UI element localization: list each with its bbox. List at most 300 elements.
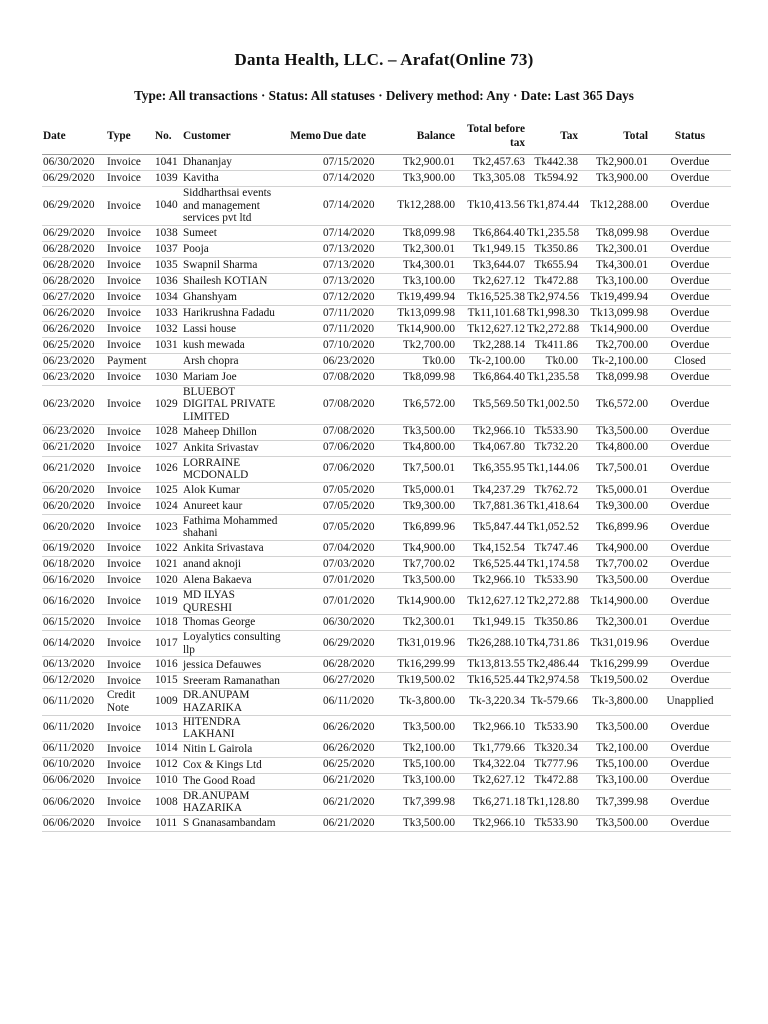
cell-status: Overdue	[649, 773, 731, 789]
cell-no: 1025	[154, 482, 182, 498]
cell-total: Tk3,900.00	[579, 171, 649, 187]
table-row[interactable]	[42, 424, 731, 440]
cell-balance: Tk5,000.01	[386, 482, 456, 498]
cell-tax: Tk747.46	[526, 540, 579, 556]
table-row[interactable]	[42, 657, 731, 673]
cell-status: Overdue	[649, 715, 731, 741]
cell-balance: Tk2,900.01	[386, 155, 456, 171]
cell-total: Tk5,000.01	[579, 482, 649, 498]
cell-customer: kush mewada	[182, 337, 282, 353]
table-row[interactable]	[42, 773, 731, 789]
cell-memo	[282, 657, 322, 673]
cell-type: Invoice	[106, 305, 154, 321]
col-header-customer[interactable]: Customer	[182, 119, 282, 155]
cell-tax: Tk1,052.52	[526, 514, 579, 540]
cell-memo	[282, 289, 322, 305]
cell-total-before-tax: Tk5,569.50	[456, 385, 526, 424]
cell-date: 06/06/2020	[42, 789, 106, 815]
col-header-status[interactable]: Status	[649, 119, 731, 155]
cell-tax: Tk732.20	[526, 440, 579, 456]
cell-no: 1040	[154, 187, 182, 226]
cell-date: 06/06/2020	[42, 773, 106, 789]
cell-memo	[282, 385, 322, 424]
cell-date: 06/26/2020	[42, 305, 106, 321]
cell-date: 06/16/2020	[42, 572, 106, 588]
cell-balance: Tk7,700.02	[386, 556, 456, 572]
cell-total: Tk9,300.00	[579, 498, 649, 514]
cell-date: 06/23/2020	[42, 385, 106, 424]
cell-total-before-tax: Tk-3,220.34	[456, 689, 526, 715]
cell-balance: Tk14,900.00	[386, 588, 456, 614]
table-row[interactable]	[42, 498, 731, 514]
cell-due-date: 07/13/2020	[322, 257, 386, 273]
cell-memo	[282, 588, 322, 614]
cell-total-before-tax: Tk2,966.10	[456, 815, 526, 831]
table-row[interactable]	[42, 673, 731, 689]
cell-memo	[282, 225, 322, 241]
cell-due-date: 06/11/2020	[322, 689, 386, 715]
cell-due-date: 07/08/2020	[322, 424, 386, 440]
cell-total-before-tax: Tk1,949.15	[456, 241, 526, 257]
cell-status: Overdue	[649, 289, 731, 305]
cell-tax: Tk1,128.80	[526, 789, 579, 815]
cell-due-date: 06/29/2020	[322, 631, 386, 657]
cell-balance: Tk3,100.00	[386, 773, 456, 789]
cell-status: Overdue	[649, 815, 731, 831]
cell-no: 1016	[154, 657, 182, 673]
cell-total-before-tax: Tk7,881.36	[456, 498, 526, 514]
cell-memo	[282, 353, 322, 369]
cell-date: 06/11/2020	[42, 689, 106, 715]
table-row[interactable]	[42, 615, 731, 631]
cell-status: Overdue	[649, 257, 731, 273]
cell-date: 06/15/2020	[42, 615, 106, 631]
table-row[interactable]	[42, 715, 731, 741]
cell-status: Unapplied	[649, 689, 731, 715]
cell-date: 06/28/2020	[42, 241, 106, 257]
cell-balance: Tk19,499.94	[386, 289, 456, 305]
cell-balance: Tk2,700.00	[386, 337, 456, 353]
cell-no: 1009	[154, 689, 182, 715]
cell-total-before-tax: Tk6,525.44	[456, 556, 526, 572]
cell-no: 1018	[154, 615, 182, 631]
cell-type: Payment	[106, 353, 154, 369]
cell-tax: Tk533.90	[526, 572, 579, 588]
cell-total-before-tax: Tk3,644.07	[456, 257, 526, 273]
cell-memo	[282, 715, 322, 741]
cell-customer: The Good Road	[182, 773, 282, 789]
table-row[interactable]	[42, 631, 731, 657]
cell-status: Overdue	[649, 588, 731, 614]
cell-customer: MD ILYAS QURESHI	[182, 588, 282, 614]
cell-no: 1036	[154, 273, 182, 289]
cell-balance: Tk8,099.98	[386, 225, 456, 241]
cell-due-date: 07/03/2020	[322, 556, 386, 572]
cell-customer: Ankita Srivastav	[182, 440, 282, 456]
col-header-balance[interactable]: Balance	[386, 119, 456, 155]
cell-total: Tk4,300.01	[579, 257, 649, 273]
table-row[interactable]	[42, 353, 731, 369]
cell-status: Overdue	[649, 514, 731, 540]
cell-no: 1022	[154, 540, 182, 556]
cell-type: Invoice	[106, 773, 154, 789]
cell-type: Invoice	[106, 556, 154, 572]
cell-status: Overdue	[649, 482, 731, 498]
table-row[interactable]	[42, 440, 731, 456]
cell-type: Invoice	[106, 225, 154, 241]
cell-memo	[282, 741, 322, 757]
cell-customer: Nitin L Gairola	[182, 741, 282, 757]
table-row[interactable]	[42, 225, 731, 241]
cell-status: Overdue	[649, 456, 731, 482]
table-row[interactable]	[42, 273, 731, 289]
table-row[interactable]	[42, 171, 731, 187]
cell-total: Tk19,499.94	[579, 289, 649, 305]
cell-balance: Tk31,019.96	[386, 631, 456, 657]
cell-balance: Tk7,399.98	[386, 789, 456, 815]
cell-type: Invoice	[106, 657, 154, 673]
cell-tax: Tk472.88	[526, 773, 579, 789]
cell-total: Tk3,500.00	[579, 424, 649, 440]
cell-customer: Alok Kumar	[182, 482, 282, 498]
cell-date: 06/21/2020	[42, 440, 106, 456]
cell-customer: Pooja	[182, 241, 282, 257]
cell-balance: Tk4,800.00	[386, 440, 456, 456]
cell-due-date: 06/27/2020	[322, 673, 386, 689]
cell-customer: Alena Bakaeva	[182, 572, 282, 588]
table-row[interactable]	[42, 815, 731, 831]
cell-date: 06/28/2020	[42, 257, 106, 273]
cell-total-before-tax: Tk4,322.04	[456, 757, 526, 773]
cell-memo	[282, 631, 322, 657]
cell-total: Tk3,100.00	[579, 773, 649, 789]
cell-type: Invoice	[106, 540, 154, 556]
cell-no: 1021	[154, 556, 182, 572]
cell-memo	[282, 514, 322, 540]
cell-balance: Tk3,900.00	[386, 171, 456, 187]
col-header-date[interactable]: Date	[42, 119, 106, 155]
table-row[interactable]	[42, 337, 731, 353]
cell-balance: Tk2,100.00	[386, 741, 456, 757]
cell-date: 06/06/2020	[42, 815, 106, 831]
cell-due-date: 07/08/2020	[322, 385, 386, 424]
cell-total-before-tax: Tk12,627.12	[456, 321, 526, 337]
cell-balance: Tk5,100.00	[386, 757, 456, 773]
cell-customer: HITENDRA LAKHANI	[182, 715, 282, 741]
cell-due-date: 07/06/2020	[322, 456, 386, 482]
cell-tax: Tk533.90	[526, 424, 579, 440]
cell-total-before-tax: Tk11,101.68	[456, 305, 526, 321]
cell-date: 06/20/2020	[42, 498, 106, 514]
cell-total-before-tax: Tk1,779.66	[456, 741, 526, 757]
cell-total-before-tax: Tk4,152.54	[456, 540, 526, 556]
cell-date: 06/20/2020	[42, 482, 106, 498]
cell-status: Overdue	[649, 631, 731, 657]
cell-total: Tk8,099.98	[579, 369, 649, 385]
cell-type: Invoice	[106, 631, 154, 657]
cell-no: 1037	[154, 241, 182, 257]
cell-total-before-tax: Tk2,457.63	[456, 155, 526, 171]
table-row[interactable]	[42, 482, 731, 498]
cell-due-date: 07/01/2020	[322, 572, 386, 588]
cell-tax: Tk762.72	[526, 482, 579, 498]
cell-no: 1019	[154, 588, 182, 614]
cell-tax: Tk1,874.44	[526, 187, 579, 226]
cell-no: 1030	[154, 369, 182, 385]
cell-tax: Tk-579.66	[526, 689, 579, 715]
cell-due-date: 07/05/2020	[322, 498, 386, 514]
cell-no: 1014	[154, 741, 182, 757]
cell-total: Tk2,100.00	[579, 741, 649, 757]
cell-no: 1034	[154, 289, 182, 305]
table-row[interactable]	[42, 588, 731, 614]
col-header-total-before-tax[interactable]: Total before tax	[456, 119, 526, 155]
cell-memo	[282, 440, 322, 456]
cell-tax: Tk1,998.30	[526, 305, 579, 321]
cell-customer: Loyalytics consulting llp	[183, 631, 281, 656]
cell-total: Tk14,900.00	[579, 321, 649, 337]
cell-tax: Tk533.90	[526, 715, 579, 741]
cell-customer: Ghanshyam	[182, 289, 282, 305]
cell-no: 1020	[154, 572, 182, 588]
cell-memo	[282, 773, 322, 789]
cell-due-date: 07/15/2020	[322, 155, 386, 171]
table-row[interactable]	[42, 456, 731, 482]
table-row[interactable]	[42, 689, 731, 715]
cell-status: Overdue	[649, 615, 731, 631]
cell-total: Tk-2,100.00	[579, 353, 649, 369]
cell-date: 06/20/2020	[42, 514, 106, 540]
cell-memo	[282, 482, 322, 498]
cell-due-date: 07/12/2020	[322, 289, 386, 305]
col-header-due-date[interactable]: Due date	[322, 119, 386, 155]
table-row[interactable]	[42, 289, 731, 305]
cell-tax: Tk1,002.50	[526, 385, 579, 424]
table-row[interactable]	[42, 789, 731, 815]
cell-total: Tk12,288.00	[579, 187, 649, 226]
cell-memo	[282, 556, 322, 572]
cell-no: 1023	[154, 514, 182, 540]
cell-no: 1015	[154, 673, 182, 689]
table-row[interactable]	[42, 257, 731, 273]
cell-date: 06/21/2020	[42, 456, 106, 482]
table-row[interactable]	[42, 241, 731, 257]
cell-date: 06/10/2020	[42, 757, 106, 773]
cell-customer: Mariam Joe	[182, 369, 282, 385]
cell-balance: Tk3,500.00	[386, 572, 456, 588]
cell-date: 06/25/2020	[42, 337, 106, 353]
cell-type: Invoice	[106, 456, 154, 482]
cell-total: Tk3,100.00	[579, 273, 649, 289]
table-row[interactable]	[42, 187, 731, 226]
cell-type: Invoice	[106, 155, 154, 171]
cell-tax: Tk2,486.44	[526, 657, 579, 673]
cell-type: Invoice	[106, 257, 154, 273]
cell-total-before-tax: Tk13,813.55	[456, 657, 526, 673]
cell-customer: LORRAINE MCDONALD	[182, 456, 282, 482]
cell-memo	[282, 305, 322, 321]
cell-date: 06/13/2020	[42, 657, 106, 673]
cell-memo	[282, 789, 322, 815]
cell-total-before-tax: Tk4,237.29	[456, 482, 526, 498]
cell-total: Tk3,500.00	[579, 815, 649, 831]
cell-no: 1027	[154, 440, 182, 456]
cell-date: 06/23/2020	[42, 369, 106, 385]
cell-tax: Tk2,272.88	[526, 321, 579, 337]
cell-status: Overdue	[649, 540, 731, 556]
table-row[interactable]	[42, 321, 731, 337]
cell-date: 06/29/2020	[42, 171, 106, 187]
cell-total-before-tax: Tk5,847.44	[456, 514, 526, 540]
cell-status: Closed	[649, 353, 731, 369]
cell-due-date: 06/25/2020	[322, 757, 386, 773]
table-row[interactable]	[42, 572, 731, 588]
cell-balance: Tk14,900.00	[386, 321, 456, 337]
cell-total-before-tax: Tk1,949.15	[456, 615, 526, 631]
cell-tax: Tk350.86	[526, 241, 579, 257]
cell-due-date: 06/30/2020	[322, 615, 386, 631]
cell-total: Tk2,700.00	[579, 337, 649, 353]
cell-balance: Tk2,300.01	[386, 615, 456, 631]
cell-total: Tk19,500.02	[579, 673, 649, 689]
cell-status: Overdue	[649, 424, 731, 440]
cell-memo	[282, 456, 322, 482]
col-header-type[interactable]: Type	[106, 119, 154, 155]
cell-total-before-tax: Tk-2,100.00	[456, 353, 526, 369]
cell-memo	[282, 273, 322, 289]
cell-no: 1011	[154, 815, 182, 831]
cell-memo	[282, 540, 322, 556]
cell-type: Invoice	[106, 289, 154, 305]
cell-customer: Sreeram Ramanathan	[182, 673, 282, 689]
cell-status: Overdue	[649, 225, 731, 241]
cell-balance: Tk13,099.98	[386, 305, 456, 321]
cell-total-before-tax: Tk2,966.10	[456, 424, 526, 440]
cell-type: Invoice	[106, 187, 154, 226]
cell-balance: Tk19,500.02	[386, 673, 456, 689]
cell-balance: Tk-3,800.00	[386, 689, 456, 715]
cell-status: Overdue	[649, 369, 731, 385]
cell-type: Invoice	[106, 815, 154, 831]
cell-date: 06/12/2020	[42, 673, 106, 689]
cell-memo	[282, 689, 322, 715]
cell-tax: Tk1,174.58	[526, 556, 579, 572]
table-row[interactable]	[42, 556, 731, 572]
table-row[interactable]	[42, 540, 731, 556]
col-header-memo[interactable]: Memo	[282, 119, 322, 155]
table-row[interactable]	[42, 369, 731, 385]
cell-total-before-tax: Tk16,525.38	[456, 289, 526, 305]
cell-total: Tk2,900.01	[579, 155, 649, 171]
cell-memo	[282, 155, 322, 171]
table-header-row	[42, 119, 731, 155]
cell-customer: Cox & Kings Ltd	[182, 757, 282, 773]
cell-memo	[282, 171, 322, 187]
cell-customer: Ankita Srivastava	[182, 540, 282, 556]
transactions-body	[42, 155, 731, 832]
col-header-no[interactable]: No.	[154, 119, 182, 155]
report-title: Danta Health, LLC. – Arafat(Online 73)	[234, 50, 534, 69]
cell-customer: Sumeet	[182, 225, 282, 241]
cell-date: 06/14/2020	[42, 631, 106, 657]
cell-tax: Tk2,974.58	[526, 673, 579, 689]
cell-total-before-tax: Tk4,067.80	[456, 440, 526, 456]
cell-balance: Tk9,300.00	[386, 498, 456, 514]
cell-tax: Tk350.86	[526, 615, 579, 631]
cell-status: Overdue	[649, 241, 731, 257]
cell-no: 1035	[154, 257, 182, 273]
cell-type: Invoice	[106, 482, 154, 498]
cell-due-date: 07/14/2020	[322, 187, 386, 226]
cell-date: 06/23/2020	[42, 424, 106, 440]
cell-customer: Fathima Mohammed shahani	[182, 514, 282, 540]
cell-memo	[282, 498, 322, 514]
cell-no: 1010	[154, 773, 182, 789]
cell-date: 06/26/2020	[42, 321, 106, 337]
table-row[interactable]	[42, 741, 731, 757]
cell-memo	[282, 615, 322, 631]
cell-date: 06/18/2020	[42, 556, 106, 572]
cell-total-before-tax: Tk6,864.40	[456, 225, 526, 241]
cell-customer: S Gnanasambandam	[182, 815, 282, 831]
table-row[interactable]	[42, 757, 731, 773]
cell-total-before-tax: Tk2,627.12	[456, 773, 526, 789]
cell-tax: Tk4,731.86	[526, 631, 579, 657]
cell-total: Tk7,700.02	[579, 556, 649, 572]
cell-total: Tk31,019.96	[579, 631, 649, 657]
cell-type: Credit Note	[106, 689, 154, 715]
cell-total-before-tax: Tk26,288.10	[456, 631, 526, 657]
cell-due-date: 07/11/2020	[322, 305, 386, 321]
cell-total: Tk16,299.99	[579, 657, 649, 673]
cell-tax: Tk1,235.58	[526, 225, 579, 241]
cell-status: Overdue	[649, 789, 731, 815]
table-row[interactable]	[42, 385, 731, 424]
cell-type: Invoice	[106, 789, 154, 815]
cell-total: Tk3,500.00	[579, 715, 649, 741]
cell-status: Overdue	[649, 273, 731, 289]
cell-total-before-tax: Tk12,627.12	[456, 588, 526, 614]
col-header-total[interactable]: Total	[579, 119, 649, 155]
cell-customer: Anureet kaur	[182, 498, 282, 514]
cell-customer: Thomas George	[182, 615, 282, 631]
cell-status: Overdue	[649, 171, 731, 187]
cell-balance: Tk0.00	[386, 353, 456, 369]
cell-customer: BLUEBOT DIGITAL PRIVATE LIMITED	[182, 385, 282, 424]
cell-status: Overdue	[649, 657, 731, 673]
cell-memo	[282, 815, 322, 831]
table-row[interactable]	[42, 514, 731, 540]
cell-date: 06/29/2020	[42, 187, 106, 226]
table-row[interactable]	[42, 155, 731, 171]
cell-total-before-tax: Tk2,288.14	[456, 337, 526, 353]
cell-type: Invoice	[106, 440, 154, 456]
cell-date: 06/29/2020	[42, 225, 106, 241]
cell-due-date: 07/10/2020	[322, 337, 386, 353]
cell-balance: Tk4,300.01	[386, 257, 456, 273]
cell-total-before-tax: Tk2,966.10	[456, 715, 526, 741]
cell-date: 06/11/2020	[42, 715, 106, 741]
cell-type: Invoice	[106, 369, 154, 385]
col-header-tax[interactable]: Tax	[526, 119, 579, 155]
cell-customer: Dhananjay	[182, 155, 282, 171]
table-row[interactable]	[42, 305, 731, 321]
cell-balance: Tk7,500.01	[386, 456, 456, 482]
cell-date: 06/28/2020	[42, 273, 106, 289]
cell-type: Invoice	[106, 241, 154, 257]
cell-total: Tk5,100.00	[579, 757, 649, 773]
cell-type: Invoice	[106, 572, 154, 588]
